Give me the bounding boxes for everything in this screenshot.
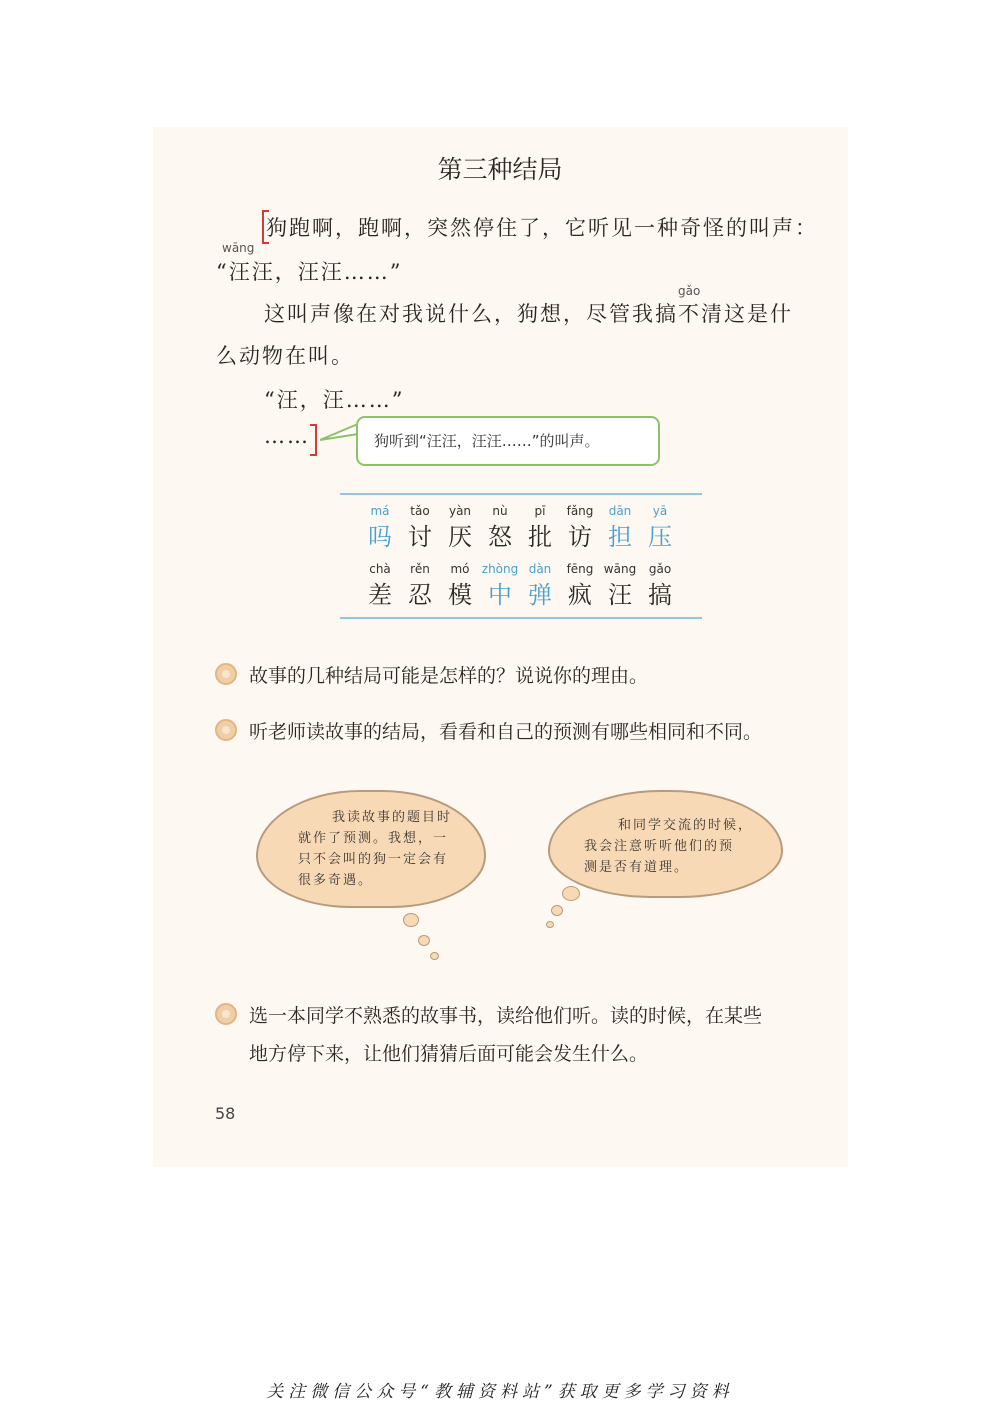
- vocab-char: [520, 504, 560, 552]
- vocab-hanzi: 汪: [608, 581, 632, 609]
- vocab-hanzi: 中: [488, 581, 512, 609]
- note-pointer: [320, 418, 360, 458]
- cloud-left-line-2: 就作了预测。我想，一: [298, 831, 449, 846]
- vocab-hanzi: 差: [368, 581, 392, 609]
- task-bullet-icon: [215, 719, 237, 741]
- page-title: 第三种结局: [437, 155, 563, 184]
- task-2-text: 听老师读故事的结局，看看和自己的预测有哪些相同和不同。: [249, 721, 763, 743]
- vocab-bottom-rule: [340, 617, 702, 619]
- vocab-char: [520, 562, 560, 610]
- vocab-hanzi: 担: [608, 523, 632, 551]
- story-line-3: 这叫声像在对我说什么，狗想，尽管我搞不清这是什: [264, 302, 793, 326]
- vocab-char: [440, 504, 480, 552]
- vocab-char: [640, 562, 680, 610]
- vocab-char: [640, 504, 680, 552]
- vocab-char: [600, 504, 640, 552]
- thought-bubble: [430, 952, 439, 960]
- vocab-pinyin: pī: [534, 504, 546, 518]
- vocab-pinyin: fēng: [566, 562, 594, 576]
- task-bullet-icon: [215, 1003, 237, 1025]
- vocab-char: [440, 562, 480, 610]
- vocab-char: [560, 562, 600, 610]
- vocab-pinyin: má: [370, 504, 390, 518]
- vocab-char: [480, 504, 520, 552]
- task-bullet-icon: [215, 663, 237, 685]
- vocab-pinyin: nù: [492, 504, 508, 518]
- annotation-bracket-end: [310, 424, 317, 456]
- thought-bubble: [403, 913, 419, 927]
- vocab-hanzi: 厌: [448, 523, 472, 551]
- cloud-left-line-1: 我读故事的题目时: [332, 810, 453, 825]
- thought-bubble: [551, 905, 563, 916]
- thought-bubble: [562, 886, 580, 901]
- vocab-pinyin: rěn: [410, 562, 430, 576]
- vocab-pinyin: dàn: [528, 562, 552, 576]
- vocab-pinyin: dān: [608, 504, 632, 518]
- vocab-hanzi: 访: [568, 523, 592, 551]
- vocab-pinyin: yàn: [448, 504, 472, 518]
- vocab-pinyin: yā: [652, 504, 668, 518]
- pinyin-gao: gǎo: [678, 284, 701, 298]
- vocab-hanzi: 吗: [368, 523, 392, 551]
- vocab-hanzi: 搞: [648, 581, 672, 609]
- vocab-char: [480, 562, 520, 610]
- vocab-hanzi: 怒: [488, 523, 512, 551]
- vocab-char: [360, 504, 400, 552]
- vocab-char: [400, 504, 440, 552]
- vocab-hanzi: 压: [648, 523, 672, 551]
- cloud-left-line-3: 只不会叫的狗一定会有: [298, 852, 449, 867]
- vocab-hanzi: 弹: [528, 581, 552, 609]
- thought-bubble: [418, 935, 430, 946]
- cloud-left-line-4: 很多奇遇。: [298, 873, 374, 888]
- vocab-pinyin: tǎo: [410, 504, 430, 518]
- cloud-right-line-2: 我会注意听听他们的预: [584, 839, 735, 854]
- vocab-pinyin: chà: [369, 562, 391, 576]
- vocab-pinyin: wāng: [603, 562, 637, 576]
- story-line-4: 么动物在叫。: [216, 344, 354, 368]
- thought-cloud-left: [256, 790, 486, 908]
- task-3-line-2: 地方停下来，让他们猜猜后面可能会发生什么。: [249, 1043, 649, 1065]
- vocab-top-rule: [340, 493, 702, 495]
- story-line-2: “汪汪，汪汪……”: [216, 260, 403, 284]
- task-3-line-1: 选一本同学不熟悉的故事书，读给他们听。读的时候，在某些: [249, 1005, 763, 1027]
- vocab-char: [360, 562, 400, 610]
- vocab-hanzi: 模: [448, 581, 472, 609]
- thought-cloud-right: [548, 790, 783, 898]
- vocab-pinyin: gǎo: [648, 562, 672, 576]
- story-line-1: 狗跑啊，跑啊，突然停住了，它听见一种奇怪的叫声：: [266, 216, 818, 240]
- footer-watermark-text: 关注微信公众号“教辅资料站”获取更多学习资料: [266, 1382, 734, 1402]
- vocab-hanzi: 讨: [408, 523, 432, 551]
- pinyin-wang: wāng: [222, 241, 255, 255]
- vocab-hanzi: 疯: [568, 581, 592, 609]
- vocab-char: [560, 504, 600, 552]
- story-line-5: “汪，汪……”: [264, 388, 405, 412]
- vocab-pinyin: fǎng: [566, 504, 594, 518]
- annotation-note: 狗听到“汪汪，汪汪……”的叫声。: [356, 416, 660, 466]
- vocab-hanzi: 批: [528, 523, 552, 551]
- vocab-pinyin: zhòng: [481, 562, 519, 576]
- story-line-6: ……: [264, 424, 310, 448]
- vocab-char: [400, 562, 440, 610]
- task-1-text: 故事的几种结局可能是怎样的？说说你的理由。: [249, 665, 649, 687]
- cloud-right-line-1: 和同学交流的时候，: [618, 818, 754, 833]
- page-number: 58: [215, 1104, 236, 1123]
- cloud-right-line-3: 测是否有道理。: [584, 860, 690, 875]
- vocab-char: [600, 562, 640, 610]
- vocab-pinyin: mó: [450, 562, 470, 576]
- vocab-hanzi: 忍: [408, 581, 432, 609]
- thought-bubble: [546, 921, 554, 928]
